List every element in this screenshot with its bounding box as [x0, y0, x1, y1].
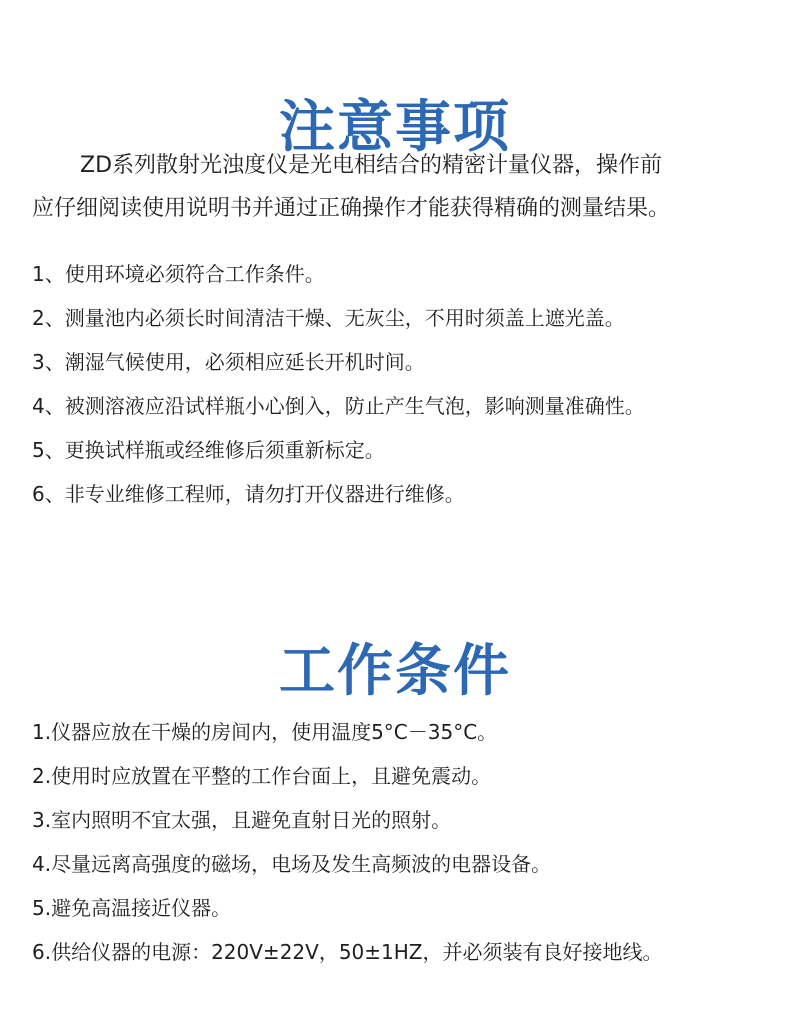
conditions-list-item: 1.仪器应放在干燥的房间内，使用温度5°C－35°C。 — [32, 720, 498, 744]
conditions-list — [32, 714, 782, 978]
intro-line-1: ZD系列散射光浊度仪是光电相结合的精密计量仪器，操作前 — [80, 153, 663, 178]
notes-list-item: 1、使用环境必须符合工作条件。 — [32, 262, 325, 286]
conditions-section-title: 工作条件 — [279, 638, 511, 704]
notes-list-item: 2、测量池内必须长时间清洁干燥、无灰尘，不用时须盖上遮光盖。 — [32, 306, 625, 330]
conditions-list-item: 2.使用时应放置在平整的工作台面上，且避免震动。 — [32, 764, 492, 788]
conditions-list-item: 6.供给仪器的电源：220V±22V，50±1HZ，并必须装有良好接地线。 — [32, 940, 663, 964]
notes-intro-paragraph — [32, 144, 772, 230]
conditions-list-item: 3.室内照明不宜太强，且避免直射日光的照射。 — [32, 808, 452, 832]
intro-line-2: 应仔细阅读使用说明书并通过正确操作才能获得精确的测量结果。 — [32, 196, 671, 221]
notes-section-title: 注意事项 — [279, 94, 511, 160]
conditions-list-item: 4.尽量远离高强度的磁场，电场及发生高频波的电器设备。 — [32, 852, 552, 876]
notes-list-item: 4、被测溶液应沿试样瓶小心倒入，防止产生气泡，影响测量准确性。 — [32, 394, 645, 418]
notes-list-item: 5、更换试样瓶或经维修后须重新标定。 — [32, 438, 385, 462]
notes-list-item: 6、非专业维修工程师，请勿打开仪器进行维修。 — [32, 482, 465, 506]
conditions-list-item: 5.避免高温接近仪器。 — [32, 896, 232, 920]
notes-list — [32, 258, 782, 522]
notes-list-item: 3、潮湿气候使用，必须相应延长开机时间。 — [32, 350, 425, 374]
